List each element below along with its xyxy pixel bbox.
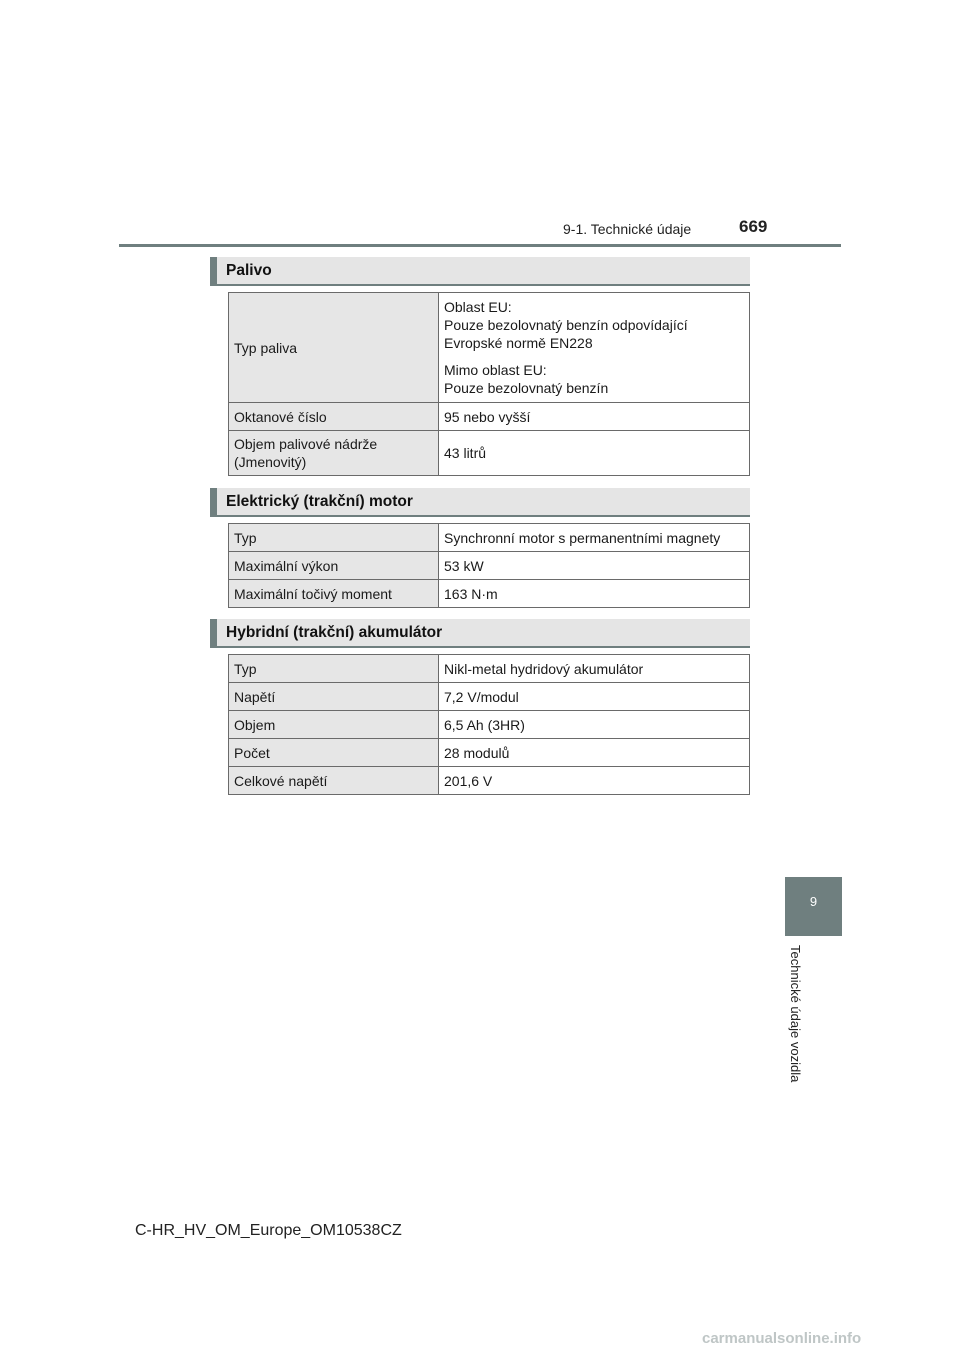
table-row bbox=[229, 403, 750, 431]
row-label: Objem palivové nádrže (Jmenovitý) bbox=[229, 431, 439, 476]
row-label: Typ paliva bbox=[229, 293, 439, 403]
section-heading-motor: Elektrický (trakční) motor bbox=[210, 488, 750, 515]
row-label: Počet bbox=[229, 739, 439, 767]
row-label: Celkové napětí bbox=[229, 767, 439, 795]
row-label: Oktanové číslo bbox=[229, 403, 439, 431]
row-value: 53 kW bbox=[439, 552, 750, 580]
row-label: Maximální výkon bbox=[229, 552, 439, 580]
row-value: 95 nebo vyšší bbox=[439, 403, 750, 431]
fuel-region-eu-label: Oblast EU: Pouze bezolovnatý benzín odpovídající Evropské normě EN228 bbox=[444, 299, 688, 351]
table-row bbox=[229, 431, 750, 476]
row-value: Nikl-metal hydridový akumulátor bbox=[439, 655, 750, 683]
section-heading-battery: Hybridní (trakční) akumulátor bbox=[210, 619, 750, 646]
row-label: Objem bbox=[229, 711, 439, 739]
table-row bbox=[229, 767, 750, 795]
table-row bbox=[229, 524, 750, 552]
page-number: 669 bbox=[739, 217, 768, 236]
row-value: Synchronní motor s permanentními magnety bbox=[439, 524, 750, 552]
row-value bbox=[439, 293, 750, 403]
row-value: 163 N·m bbox=[439, 580, 750, 608]
table-row bbox=[229, 580, 750, 608]
row-label: Typ bbox=[229, 655, 439, 683]
chapter-label: Technické údaje vozidla bbox=[788, 945, 803, 1083]
section-heading-fuel: Palivo bbox=[210, 257, 750, 284]
battery-spec-table bbox=[228, 654, 750, 795]
document-code: C-HR_HV_OM_Europe_OM10538CZ bbox=[135, 1222, 402, 1239]
section-title: 9-1. Technické údaje bbox=[563, 221, 692, 237]
row-value: 7,2 V/modul bbox=[439, 683, 750, 711]
row-value: 43 litrů bbox=[439, 431, 750, 476]
fuel-spec-table bbox=[228, 292, 750, 476]
row-value: 201,6 V bbox=[439, 767, 750, 795]
row-label: Maximální točivý moment bbox=[229, 580, 439, 608]
row-value: 6,5 Ah (3HR) bbox=[439, 711, 750, 739]
table-row bbox=[229, 683, 750, 711]
row-label: Napětí bbox=[229, 683, 439, 711]
table-row bbox=[229, 711, 750, 739]
table-row bbox=[229, 739, 750, 767]
chapter-tab: 9 bbox=[785, 877, 842, 936]
row-value: 28 modulů bbox=[439, 739, 750, 767]
row-label: Typ bbox=[229, 524, 439, 552]
motor-spec-table bbox=[228, 523, 750, 608]
table-row bbox=[229, 552, 750, 580]
table-row bbox=[229, 293, 750, 403]
fuel-region-non-eu-label: Mimo oblast EU: Pouze bezolovnatý benzín bbox=[444, 362, 609, 396]
watermark: carmanualsonline.info bbox=[702, 1330, 862, 1347]
table-row bbox=[229, 655, 750, 683]
header-divider bbox=[119, 244, 841, 247]
